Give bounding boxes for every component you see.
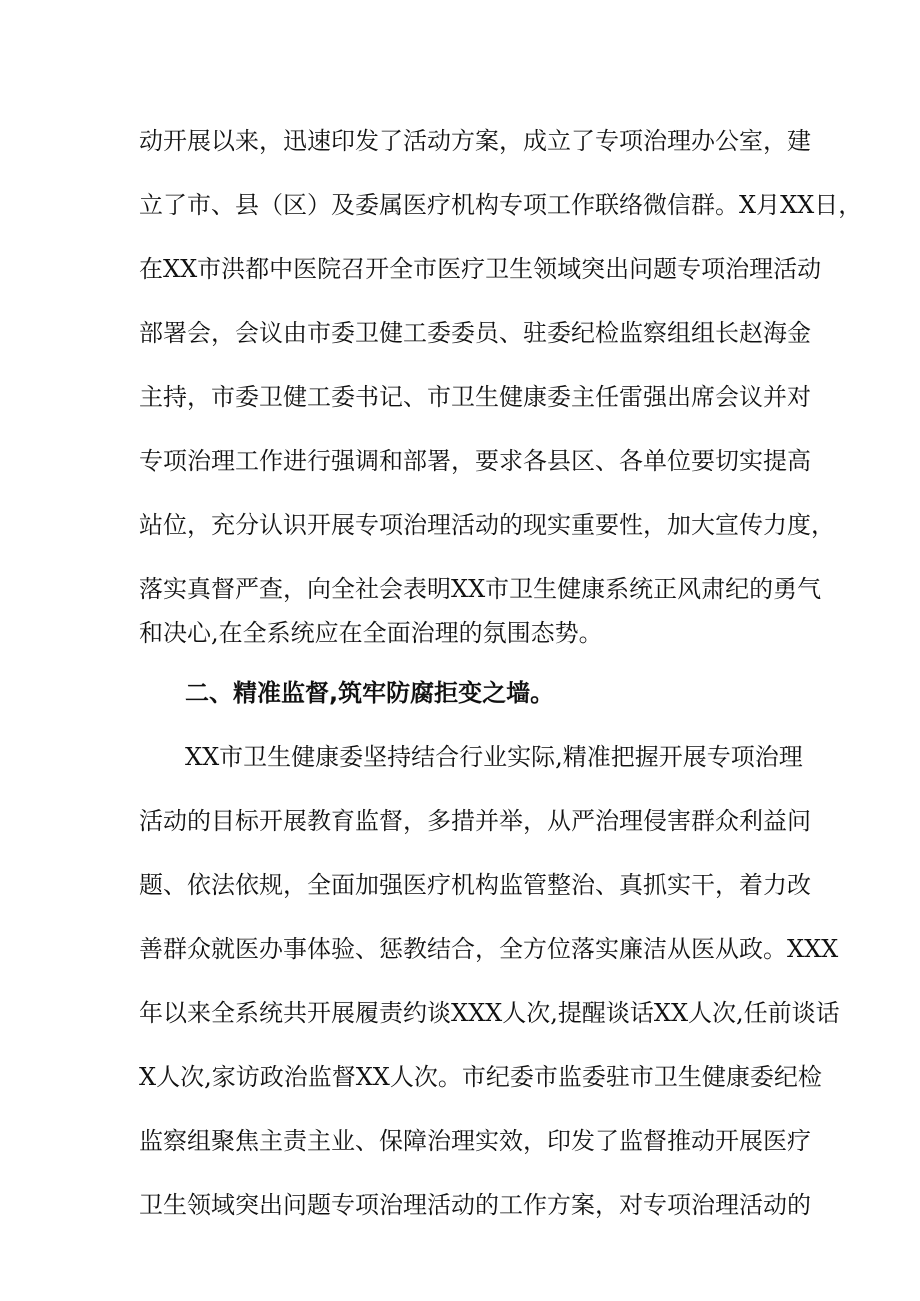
paragraph-2-line-5: 年以来全系统共开展履责约谈XXX人次,提醒谈话XX人次,任前谈话 (139, 999, 840, 1027)
paragraph-1-line-9: 和决心,在全系统应在全面治理的氛围态势。 (139, 619, 603, 647)
paragraph-2-line-7: 监察组聚焦主责主业、保障治理实效，印发了监督推动开展医疗 (139, 1127, 811, 1155)
paragraph-1-line-6: 专项治理工作进行强调和部署，要求各县区、各单位要切实提高 (139, 447, 811, 475)
paragraph-1-line-8: 落实真督严查，向全社会表明XX市卫生健康系统正风肃纪的勇气 (139, 575, 822, 603)
paragraph-2-line-4: 善群众就医办事体验、惩教结合，全方位落实廉洁从医从政。XXX (139, 935, 839, 963)
paragraph-2-line-2: 活动的目标开展教育监督，多措并举，从严治理侵害群众利益问 (139, 807, 811, 835)
paragraph-1-line-5: 主持，市委卫健工委书记、市卫生健康委主任雷强出席会议并对 (139, 383, 811, 411)
paragraph-1-line-2: 立了市、县（区）及委属医疗机构专项工作联络微信群。X月XX日， (139, 191, 863, 219)
paragraph-1-line-3: 在XX市洪都中医院召开全市医疗卫生领域突出问题专项治理活动 (139, 255, 822, 283)
paragraph-2-line-8: 卫生领域突出问题专项治理活动的工作方案，对专项治理活动的 (139, 1191, 811, 1219)
paragraph-1-line-4: 部署会，会议由市委卫健工委委员、驻委纪检监察组组长赵海金 (139, 319, 811, 347)
section-heading: 二、精准监督,筑牢防腐拒变之墙。 (185, 679, 555, 707)
paragraph-2-line-3: 题、依法依规，全面加强医疗机构监管整治、真抓实干，着力改 (139, 871, 811, 899)
paragraph-1-line-7: 站位，充分认识开展专项治理活动的现实重要性，加大宣传力度， (139, 511, 835, 539)
paragraph-2-line-6: X人次,家访政治监督XX人次。市纪委市监委驻市卫生健康委纪检 (139, 1063, 822, 1091)
paragraph-1-line-1: 动开展以来，迅速印发了活动方案，成立了专项治理办公室，建 (139, 127, 811, 155)
paragraph-2-line-1: XX市卫生健康委坚持结合行业实际,精准把握开展专项治理 (185, 743, 803, 771)
